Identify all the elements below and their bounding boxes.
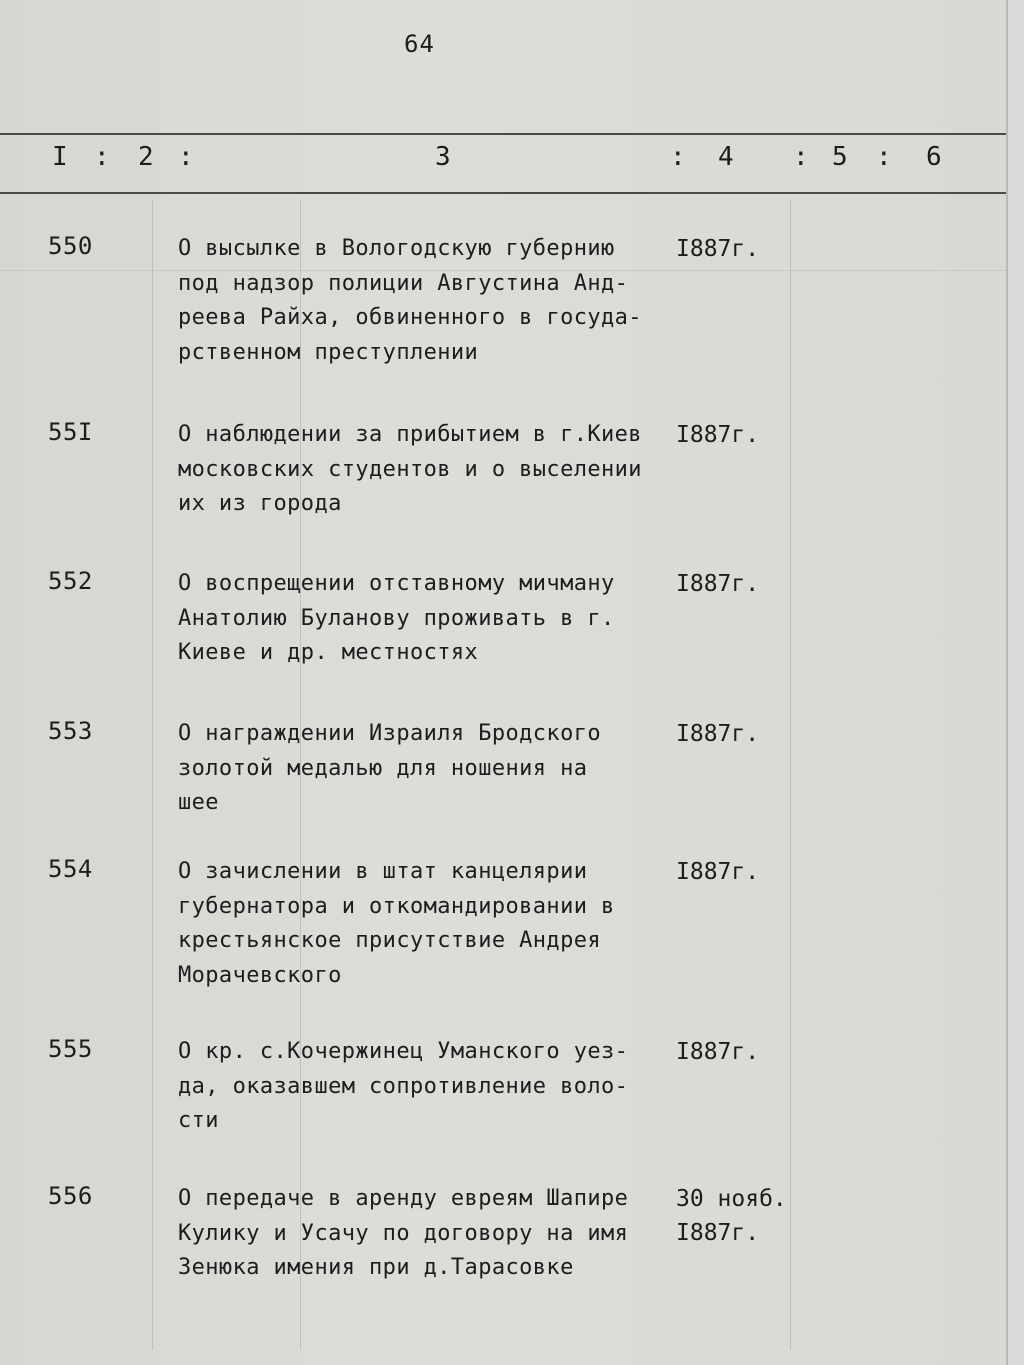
entry-number: 552 bbox=[48, 567, 93, 595]
entry-number: 550 bbox=[48, 232, 93, 260]
column-separator: : bbox=[670, 142, 686, 172]
page-number: 64 bbox=[404, 30, 435, 58]
entry-date: I887г. bbox=[676, 1039, 760, 1065]
column-separator: : bbox=[876, 142, 892, 172]
column-separator: : bbox=[94, 142, 110, 172]
entry-number: 553 bbox=[48, 717, 93, 745]
entry-date: I887г. bbox=[676, 422, 760, 448]
entry-title: О наблюдении за прибытием в г.Киев московских студентов и о выселении их из города bbox=[178, 422, 642, 516]
column-header-5: 5 bbox=[832, 142, 848, 172]
entry-title: О зачислении в штат канцелярии губернатора и откомандировании в крестьянское присутствие Андрея Морачевского bbox=[178, 859, 615, 988]
entry-number: 555 bbox=[48, 1035, 93, 1063]
entry-number: 556 bbox=[48, 1182, 93, 1210]
entry-title: О воспрещении отставному мичману Анатолию Буланову проживать в г. Киеве и др. местностях bbox=[178, 571, 615, 665]
header-top-rule bbox=[0, 133, 1006, 135]
entry-title: О высылке в Вологодскую губернию под надзор полиции Августина Анд- реева Райха, обвиненного в госуда- рственном преступлении bbox=[178, 236, 642, 365]
entry-date: I887г. bbox=[676, 571, 760, 597]
entry-title: О награждении Израиля Бродского золотой медалью для ношения на шее bbox=[178, 721, 601, 815]
header-bottom-rule bbox=[0, 192, 1006, 194]
column-header-3: 3 bbox=[435, 142, 451, 172]
column-header-6: 6 bbox=[926, 142, 942, 172]
column-header-2: 2 bbox=[138, 142, 154, 172]
entry-date: I887г. bbox=[676, 236, 760, 262]
ghost-column-line bbox=[790, 200, 791, 1350]
column-header-1: I bbox=[52, 142, 68, 172]
entry-date: I887г. bbox=[676, 721, 760, 747]
entry-date: 30 нояб. I887г. bbox=[676, 1186, 787, 1246]
entry-title: О передаче в аренду евреям Шапире Кулику и Усачу по договору на имя Зенюка имения при д.Тарасовке bbox=[178, 1186, 629, 1280]
column-separator: : bbox=[793, 142, 809, 172]
ghost-column-line bbox=[152, 200, 153, 1350]
entry-title: О кр. с.Кочержинец Уманского уез- да, оказавшем сопротивление воло- сти bbox=[178, 1039, 629, 1133]
entry-date: I887г. bbox=[676, 859, 760, 885]
column-separator: : bbox=[178, 142, 194, 172]
entry-number: 55I bbox=[48, 418, 93, 446]
column-header-4: 4 bbox=[718, 142, 734, 172]
entry-number: 554 bbox=[48, 855, 93, 883]
